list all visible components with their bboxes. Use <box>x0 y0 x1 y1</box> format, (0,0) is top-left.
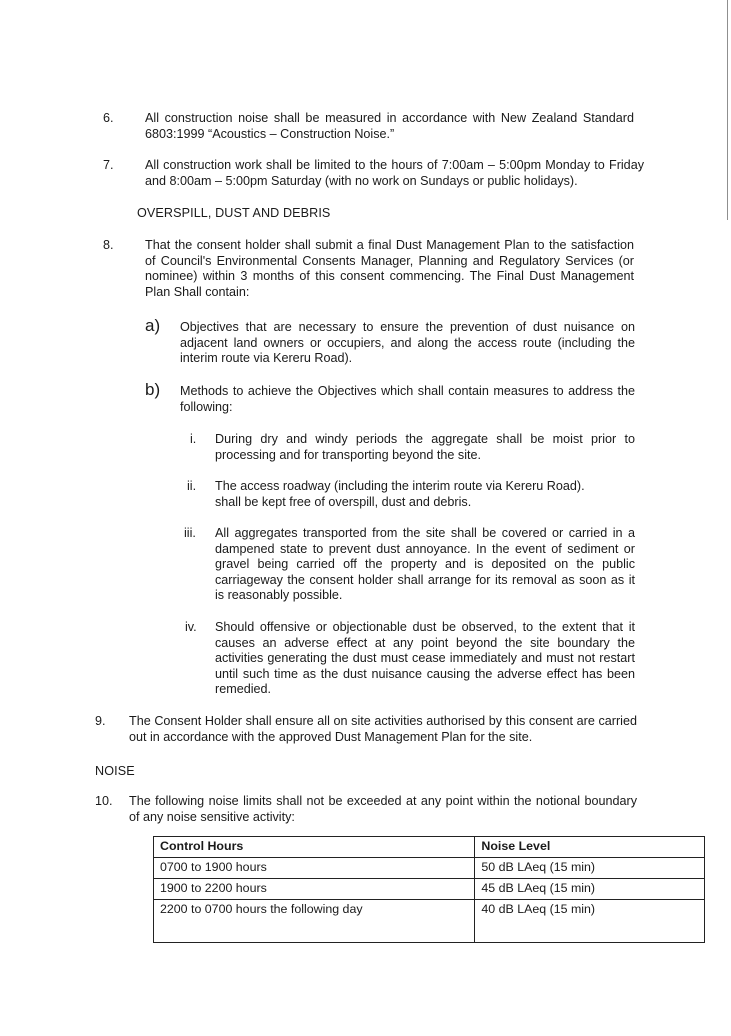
heading-overspill-dust-debris: OVERSPILL, DUST AND DEBRIS <box>137 206 331 220</box>
item-8-sub-b-text: Methods to achieve the Objectives which shall contain measures to address the following: <box>180 384 635 414</box>
roman-i-numeral: i. <box>190 432 197 446</box>
item-8-sub-a-letter: a) <box>145 316 161 335</box>
item-9-text: The Consent Holder shall ensure all on site activities authorised by this consent are carried out in accordance with the approved Dust Management Plan for the site. <box>129 714 637 744</box>
item-8-sub-b-letter: b) <box>145 380 161 399</box>
roman-iii-numeral: iii. <box>184 526 196 540</box>
item-8-sub-a-text: Objectives that are necessary to ensure the prevention of dust nuisance on adjacent land owners or occupiers, and along the access route (including the interim route via Kereru Road). <box>180 320 635 365</box>
table-spacer-row <box>154 920 705 943</box>
table-header-row <box>154 837 705 858</box>
roman-ii-text-line2: shall be kept free of overspill, dust and debris. <box>215 495 472 509</box>
table-cell-level: 50 dB LAeq (15 min) <box>475 858 705 879</box>
roman-iv-numeral: iv. <box>185 620 197 634</box>
roman-iv-text: Should offensive or objectionable dust be observed, to the extent that it causes an adverse effect at any point beyond the site boundary the activities generating the dust must cease immediately and must not restart until such time as the dust nuisance causing the adverse effect has been remedied. <box>215 620 635 696</box>
table-row <box>154 900 705 921</box>
table-empty-cell <box>475 920 705 943</box>
item-10-text: The following noise limits shall not be exceeded at any point within the notional boundary of any noise sensitive activity: <box>129 794 637 824</box>
table-cell-hours: 0700 to 1900 hours <box>154 858 475 879</box>
heading-noise: NOISE <box>95 764 135 778</box>
item-6-number: 6. <box>103 111 114 125</box>
roman-ii-numeral: ii. <box>187 479 197 493</box>
roman-iii-text: All aggregates transported from the site shall be covered or carried in a dampened state to prevent dust annoyance. In the event of sediment or gravel being carried off the property and is deposited on the public carriageway the consent holder shall arrange for its removal as soon as it is reasonably possible. <box>215 526 635 602</box>
table-row <box>154 879 705 900</box>
table-cell-hours: 2200 to 0700 hours the following day <box>154 900 475 921</box>
item-6-text: All construction noise shall be measured in accordance with New Zealand Standard 6803:1999 “Acoustics – Construction Noise.” <box>145 111 634 141</box>
scan-edge-line <box>727 0 728 220</box>
table-header-noise-level: Noise Level <box>475 837 705 858</box>
table-cell-hours: 1900 to 2200 hours <box>154 879 475 900</box>
roman-ii-text-line1: The access roadway (including the interim route via Kereru Road). <box>215 479 585 493</box>
item-8-number: 8. <box>103 238 114 252</box>
table-empty-cell <box>154 920 475 943</box>
item-7-number: 7. <box>103 158 114 172</box>
item-7-text: All construction work shall be limited to the hours of 7:00am – 5:00pm Monday to Friday and 8:00am – 5:00pm Saturday (with no work on Sundays or public holidays). <box>145 158 644 188</box>
roman-i-text: During dry and windy periods the aggregate shall be moist prior to processing and for transporting beyond the site. <box>215 432 635 462</box>
table-cell-level: 45 dB LAeq (15 min) <box>475 879 705 900</box>
table-header-control-hours: Control Hours <box>154 837 475 858</box>
table-cell-level: 40 dB LAeq (15 min) <box>475 900 705 921</box>
item-8-text: That the consent holder shall submit a final Dust Management Plan to the satisfaction of Council's Environmental Consents Manager, Planning and Regulatory Services (or nominee) within 3 months of this consent commencing. The Final Dust Management Plan Shall contain: <box>145 238 634 299</box>
noise-limits-table <box>153 836 705 943</box>
item-9-number: 9. <box>95 714 106 728</box>
table-row <box>154 858 705 879</box>
item-10-number: 10. <box>95 794 113 808</box>
